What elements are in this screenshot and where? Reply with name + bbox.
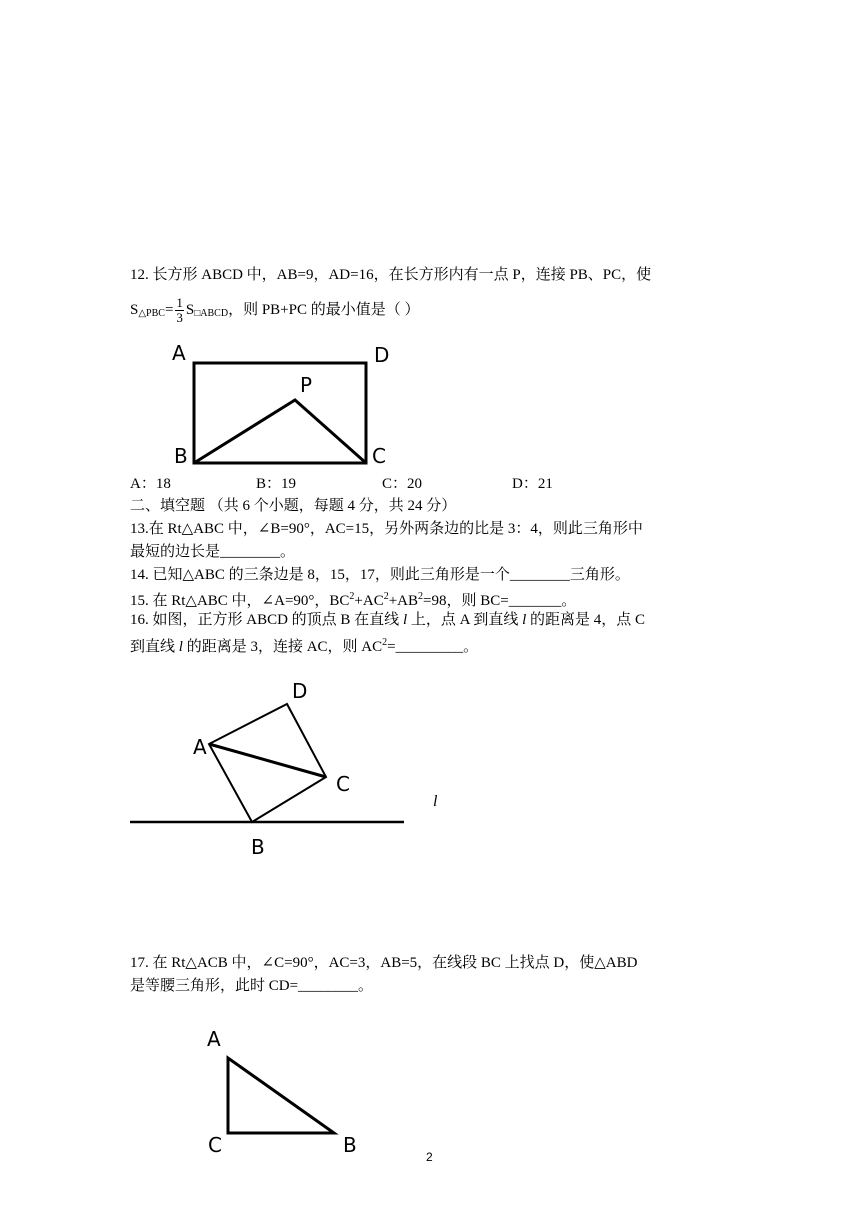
q12-option-d: D：21 bbox=[512, 476, 553, 492]
q16-l1c: 的距离是 4，点 C bbox=[526, 612, 646, 628]
q12-option-c: C：20 bbox=[382, 476, 423, 492]
label-A: A bbox=[193, 735, 207, 759]
section-heading: 二、填空题 （共 6 个小题，每题 4 分，共 24 分） bbox=[130, 498, 457, 514]
q14-line: 14. 已知△ABC 的三条边是 8，15，17，则此三角形是一个________三角形。 bbox=[130, 567, 630, 583]
fraction-numerator: 1 bbox=[176, 295, 183, 310]
q12-option-a: A：18 bbox=[130, 476, 171, 492]
label-C: C bbox=[208, 1133, 222, 1157]
label-B: B bbox=[174, 444, 188, 468]
q15-post: =98，则 BC=_______。 bbox=[423, 593, 577, 609]
q16-l-3: l bbox=[178, 639, 183, 655]
label-P: P bbox=[300, 373, 313, 397]
q16-l1a: 16. 如图，正方形 ABCD 的顶点 B 在直线 bbox=[130, 612, 403, 628]
label-D: D bbox=[292, 679, 308, 703]
label-C: C bbox=[336, 772, 350, 796]
q16-l-1: l bbox=[402, 612, 408, 628]
q12-line1: 12. 长方形 ABCD 中，AB=9，AD=16，在长方形内有一点 P，连接 PB、PC，使 bbox=[130, 267, 652, 283]
q15-sup1: 2 bbox=[349, 591, 355, 602]
label-A: A bbox=[172, 341, 186, 365]
q12-s-right-sub: □ABCD bbox=[194, 307, 229, 319]
q16-l2c: =_________。 bbox=[387, 639, 479, 655]
q15-mid2: +AB bbox=[388, 593, 419, 609]
label-C: C bbox=[372, 444, 386, 468]
label-A: A bbox=[207, 1027, 221, 1051]
q15-mid1: +AC bbox=[354, 593, 384, 609]
fraction-denominator: 3 bbox=[176, 310, 183, 325]
q15-sup3: 2 bbox=[418, 591, 424, 602]
q16-l2a: 到直线 bbox=[130, 639, 179, 655]
q12-s-left: S bbox=[130, 301, 139, 318]
q13-line1: 13.在 Rt△ABC 中，∠B=90°，AC=15，另外两条边的比是 3：4，则此三角形中 bbox=[130, 521, 643, 537]
page-number: 2 bbox=[426, 1150, 433, 1164]
label-D: D bbox=[374, 343, 390, 367]
q12-option-b: B：19 bbox=[256, 476, 297, 492]
label-B: B bbox=[251, 835, 265, 859]
q13-line2: 最短的边长是________。 bbox=[130, 544, 296, 560]
q12-equals: = bbox=[164, 301, 174, 318]
q16-l-2: l bbox=[522, 612, 527, 628]
q16-l2b: 的距离是 3，连接 AC，则 AC bbox=[182, 639, 383, 655]
q17-line1: 17. 在 Rt△ACB 中，∠C=90°，AC=3，AB=5，在线段 BC 上找点 D，使△ABD bbox=[130, 955, 638, 971]
q16-sup: 2 bbox=[382, 637, 388, 648]
q12-s-left-sub: △PBC bbox=[138, 307, 165, 319]
q15-sup2: 2 bbox=[383, 591, 389, 602]
label-line-l: l bbox=[433, 793, 438, 810]
q12-s-right: S bbox=[185, 301, 195, 318]
q15-pre: 15. 在 Rt△ABC 中，∠A=90°，BC bbox=[130, 593, 350, 609]
q17-line2: 是等腰三角形，此时 CD=________。 bbox=[130, 978, 374, 994]
label-B: B bbox=[343, 1133, 357, 1157]
q12-tail: ，则 PB+PC 的最小值是（ ） bbox=[228, 301, 420, 318]
triangle-acb bbox=[228, 1058, 334, 1133]
q16-l1b: 上，点 A 到直线 bbox=[407, 612, 523, 628]
